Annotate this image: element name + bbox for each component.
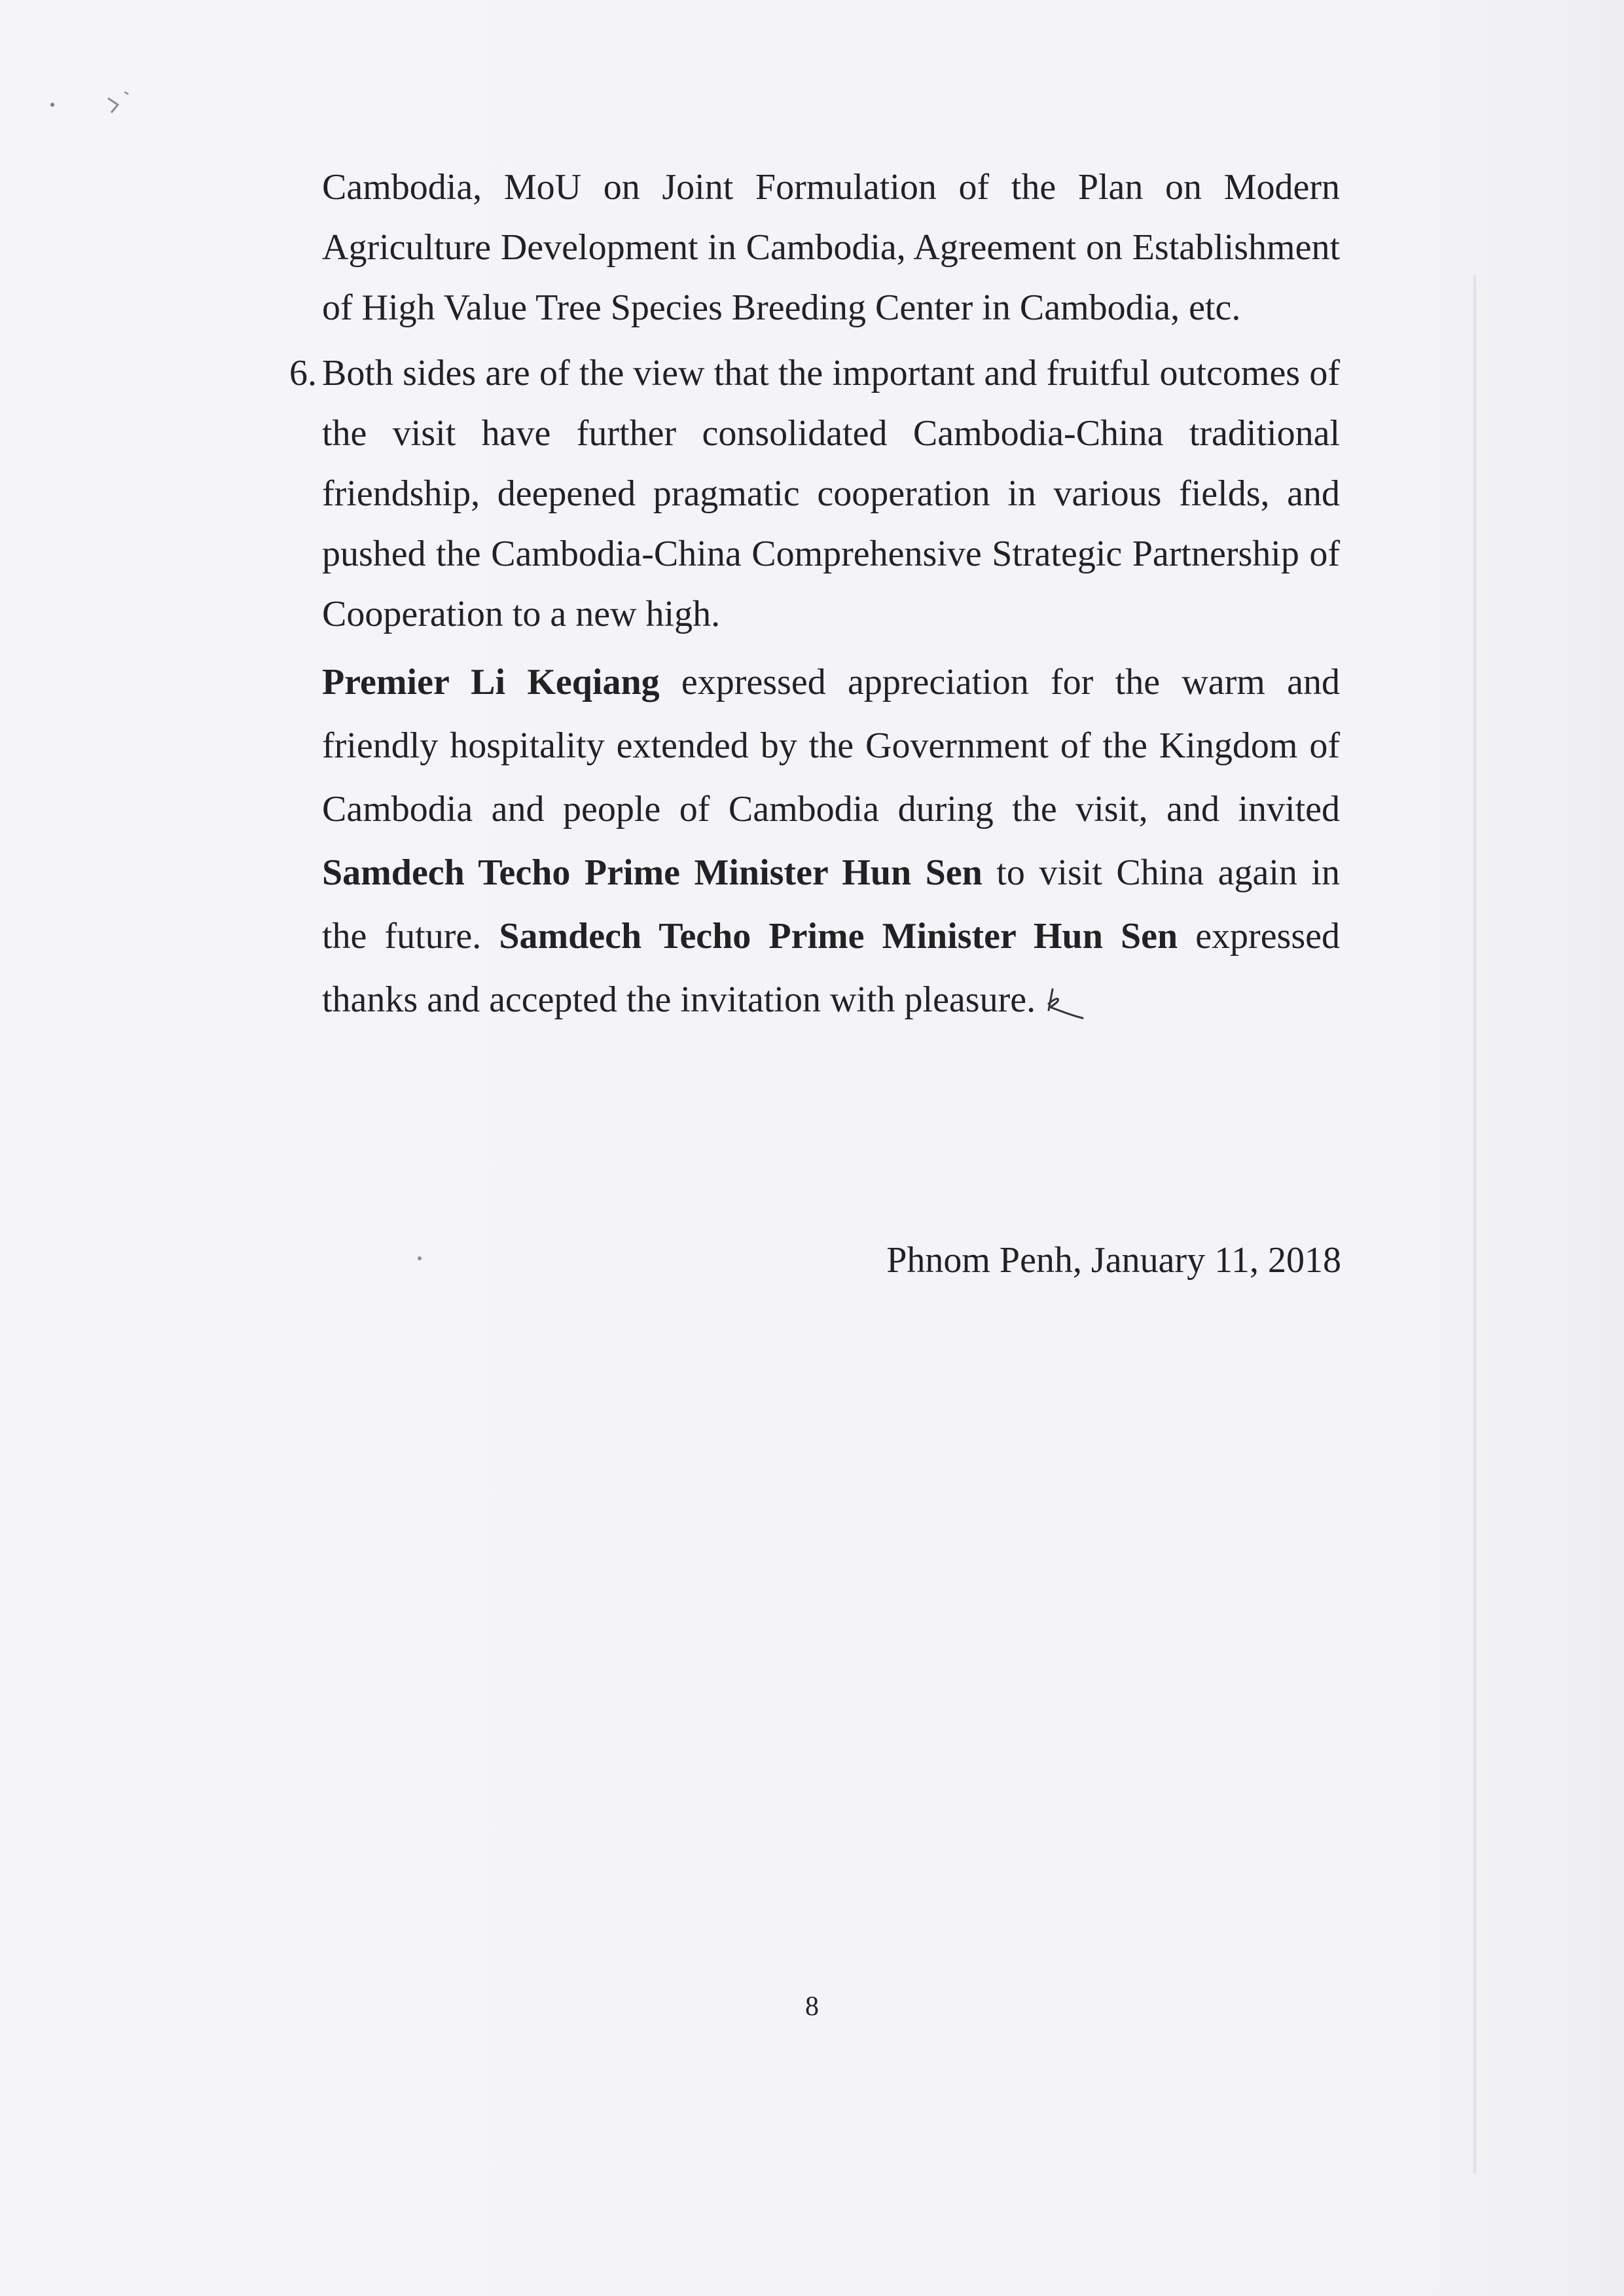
paragraph-continuation: Cambodia, MoU on Joint Formulation of the Plan on Modern Agriculture Development in Cambodia, Agreement on Establishment of High Value Tree Species Breeding Center in Cambodia, etc. xyxy=(322,167,1340,328)
speaker-hun-sen: Samdech Techo Prime Minister Hun Sen xyxy=(322,852,983,893)
handwritten-initial-icon xyxy=(1039,984,1085,1023)
speaker-premier-li-keqiang: Premier Li Keqiang xyxy=(322,662,660,702)
page-number: 8 xyxy=(805,1992,819,2022)
closing-text-1: expressed appreciation for the warm and friendly hospitality extended by the Government of the Kingdom of Cambodia and people of Cambodia during the visit, and invited xyxy=(322,662,1341,829)
scan-edge-shadow xyxy=(1473,275,1477,2174)
list-item-number: 6. xyxy=(289,353,317,393)
place-and-date: Phnom Penh, January 11, 2018 xyxy=(886,1240,1341,1281)
scan-artifact-icon xyxy=(46,92,164,144)
document-body xyxy=(289,157,1341,1032)
closing-text-3: expressed thanks and accepted the invitation with pleasure. xyxy=(322,916,1340,1020)
scan-dot xyxy=(418,1256,422,1260)
list-item-6 xyxy=(289,343,1340,644)
speaker-hun-sen-2: Samdech Techo Prime Minister Hun Sen xyxy=(499,916,1178,957)
closing-text-2: to visit China again in the future. xyxy=(322,852,1340,957)
list-item-text: Both sides are of the view that the important and fruitful outcomes of the visit have further consolidated Cambodia-China traditional friendship, deepened pragmatic cooperation in various fields, and pushed the Cambodia-China Comprehensive Strategic Partnership of Cooperation to a new high. xyxy=(322,353,1340,634)
closing-paragraph xyxy=(322,651,1340,1032)
